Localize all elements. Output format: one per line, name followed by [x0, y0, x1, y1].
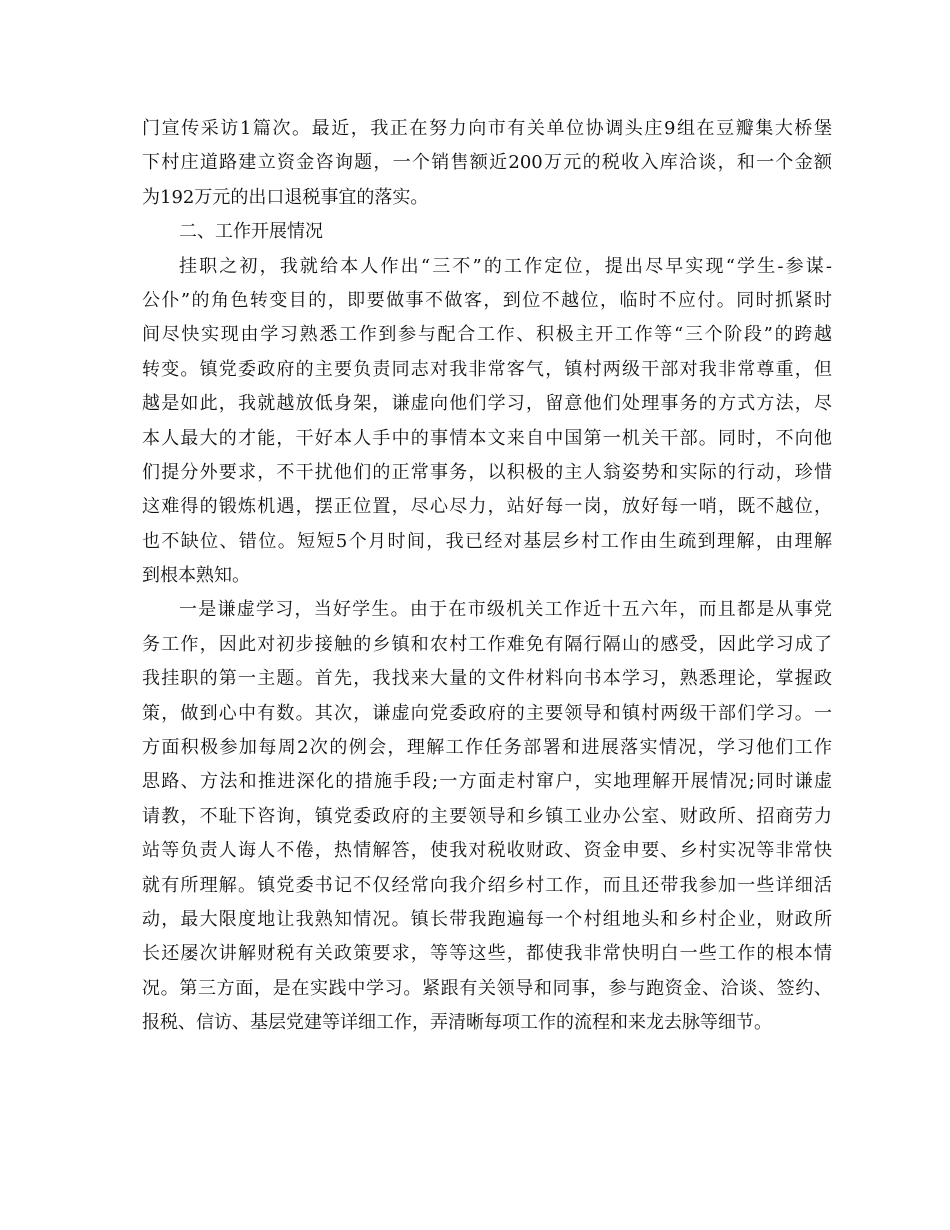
text-line: 本人最大的才能，干好本人手中的事情本文来自中国第一机关干部。同时，不向他 — [142, 427, 832, 449]
text-line: 方面积极参加每周2次的例会，理解工作任务部署和进展落实情况，学习他们工作 — [142, 737, 832, 759]
paragraph-first-line: 一是谦虚学习，当好学生。由于在市级机关工作近十五六年，而且都是从事党 — [179, 599, 832, 621]
text-line: 转变。镇党委政府的主要负责同志对我非常客气，镇村两级干部对我非常尊重，但 — [142, 358, 832, 380]
paragraph-first-line: 挂职之初，我就给本人作出“三不”的工作定位，提出尽早实现“学生-参谋- — [179, 255, 832, 277]
document-body — [142, 112, 832, 1041]
text-line: 门宣传采访1篇次。最近，我正在努力向市有关单位协调头庄9组在豆瓣集大桥堡 — [142, 118, 832, 139]
text-line: 到根本熟知。 — [142, 565, 250, 587]
text-line: 间尽快实现由学习熟悉工作到参与配合工作、积极主开工作等“三个阶段”的跨越 — [142, 324, 832, 346]
section-heading: 二、工作开展情况 — [179, 221, 323, 243]
text-line: 策，做到心中有数。其次，谦虚向党委政府的主要领导和镇村两级干部们学习。一 — [142, 702, 832, 724]
text-line: 这难得的锻炼机遇，摆正位置，尽心尽力，站好每一岗，放好每一哨，既不越位， — [142, 496, 832, 518]
text-line: 况。第三方面，是在实践中学习。紧跟有关领导和同事，参与跑资金、洽谈、签约、 — [142, 977, 832, 999]
text-line: 长还屡次讲解财税有关政策要求，等等这些，都使我非常快明白一些工作的根本情 — [142, 943, 832, 965]
text-line: 思路、方法和推进深化的措施手段;一方面走村窜户，实地理解开展情况;同时谦虚 — [142, 771, 832, 793]
text-line: 越是如此，我就越放低身架，谦虚向他们学习，留意他们处理事务的方式方法，尽 — [142, 393, 832, 415]
text-line: 务工作，因此对初步接触的乡镇和农村工作难免有隔行隔山的感受，因此学习成了 — [142, 633, 832, 655]
text-line: 报税、信访、基层党建等详细工作，弄清晰每项工作的流程和来龙去脉等细节。 — [142, 1012, 772, 1034]
text-line: 们提分外要求，不干扰他们的正常事务，以积极的主人翁姿势和实际的行动，珍惜 — [142, 461, 832, 483]
text-line: 站等负责人诲人不倦，热情解答，使我对税收财政、资金申要、乡村实况等非常快 — [142, 840, 832, 862]
text-line: 下村庄道路建立资金咨询题，一个销售额近200万元的税收入库洽谈，和一个金额 — [142, 152, 832, 174]
text-line: 为192万元的出口退税事宜的落实。 — [142, 186, 429, 208]
text-line: 也不缺位、错位。短短5个月时间，我已经对基层乡村工作由生疏到理解，由理解 — [142, 530, 832, 552]
text-line: 就有所理解。镇党委书记不仅经常向我介绍乡村工作，而且还带我参加一些详细活 — [142, 874, 832, 896]
text-line: 我挂职的第一主题。首先，我找来大量的文件材料向书本学习，熟悉理论，掌握政 — [142, 668, 832, 690]
text-line: 请教，不耻下咨询，镇党委政府的主要领导和乡镇工业办公室、财政所、招商劳力 — [142, 805, 832, 827]
text-line: 公仆”的角色转变目的，即要做事不做客，到位不越位，临时不应付。同时抓紧时 — [142, 289, 832, 311]
text-line: 动，最大限度地让我熟知情况。镇长带我跑遍每一个村组地头和乡村企业，财政所 — [142, 908, 832, 930]
